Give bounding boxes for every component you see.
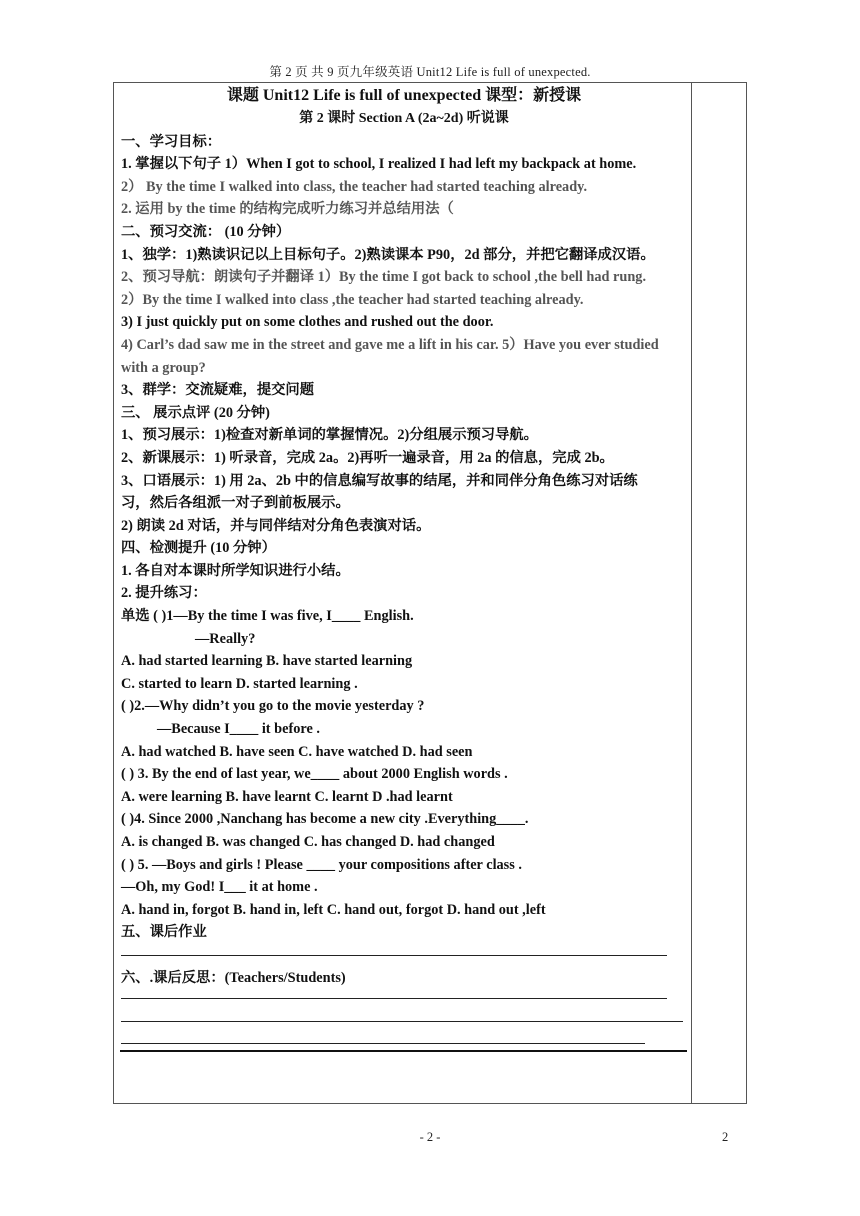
practice-line: 1. 各自对本课时所学知识进行小结。	[121, 562, 350, 579]
question-line: —Because I____ it before .	[157, 721, 320, 738]
show-line: 习，然后各组派一对子到前板展示。	[121, 495, 350, 512]
preview-line: 4) Carl’s dad saw me in the street and gave me a lift in his car. 5）Have you ever studied	[121, 336, 659, 353]
option-line: A. had watched B. have seen C. have watched D. had seen	[121, 743, 473, 760]
question-line: —Really?	[195, 630, 256, 647]
question-line: ( ) 3. By the end of last year, we____ about 2000 English words .	[121, 766, 508, 783]
show-line: 2、新课展示：1) 听录音，完成 2a。2)再听一遍录音，用 2a 的信息，完成 2b。	[121, 449, 614, 466]
practice-line: 2. 提升练习：	[121, 585, 207, 602]
lesson-content	[121, 84, 687, 989]
section-heading: 四、检测提升 (10 分钟）	[121, 540, 276, 557]
page-number-center: - 2 -	[419, 1130, 441, 1144]
preview-line: 2、预习导航：朗读句子并翻译 1）By the time I got back to school ,the bell had rung.	[121, 269, 647, 286]
lesson-subtitle: 第 2 课时 Section A (2a~2d) 听说课	[299, 111, 509, 126]
show-line: 1、预习展示：1)检查对新单词的掌握情况。2)分组展示预习导航。	[121, 427, 538, 444]
preview-line: 3) I just quickly put on some clothes and rushed out the door.	[121, 314, 494, 331]
option-line: C. started to learn D. started learning .	[121, 675, 358, 692]
reflection-underline	[121, 998, 667, 999]
homework-underline	[121, 955, 667, 956]
question-line: 单选 ( )1—By the time I was five, I____ English.	[121, 608, 414, 625]
page-header: 第 2 页 共 9 页九年级英语 Unit12 Life is full of unexpected.	[269, 65, 591, 79]
section-heading: 一、学习目标：	[121, 133, 222, 150]
option-line: A. hand in, forgot B. hand in, left C. hand out, forgot D. hand out ,left	[121, 901, 546, 918]
option-line: A. had started learning B. have started learning	[121, 653, 413, 670]
objective-line: 2） By the time I walked into class, the teacher had started teaching already.	[121, 178, 588, 195]
question-line: —Oh, my God! I___ it at home .	[121, 879, 318, 896]
table-divider	[691, 82, 692, 1104]
section-heading: 三、 展示点评 (20 分钟)	[121, 404, 270, 421]
thick-rule	[120, 1050, 687, 1052]
section-heading: 二、预习交流： (10 分钟）	[121, 223, 291, 240]
section-heading: 六、.课后反思：(Teachers/Students)	[121, 969, 346, 986]
preview-line: 3、群学：交流疑难，提交问题	[121, 382, 315, 399]
option-line: A. were learning B. have learnt C. learnt D .had learnt	[121, 788, 453, 805]
lesson-title: 课题 Unit12 Life is full of unexpected 课型：新授课	[226, 87, 582, 104]
option-line: A. is changed B. was changed C. has changed D. had changed	[121, 834, 495, 850]
preview-line: with a group?	[121, 359, 206, 376]
section-heading: 五、课后作业	[121, 924, 207, 941]
show-line: 3、口语展示：1) 用 2a、2b 中的信息编写故事的结尾，并和同伴分角色练习对话练	[121, 472, 638, 489]
reflection-underline	[121, 1043, 645, 1044]
objective-line: 2. 运用 by the time 的结构完成听力练习并总结用法（	[121, 201, 454, 218]
show-line: 2) 朗读 2d 对话，并与同伴结对分角色表演对话。	[121, 517, 431, 534]
question-line: ( ) 5. —Boys and girls ! Please ____ your compositions after class .	[121, 856, 522, 873]
page-number-right: 2	[722, 1130, 729, 1144]
objective-line: 1. 掌握以下句子 1）When I got to school, I realized I had left my backpack at home.	[121, 156, 637, 173]
preview-line: 1、独学：1)熟读识记以上目标句子。2)熟读课本 P90，2d 部分，并把它翻译成汉语。	[121, 246, 655, 263]
reflection-underline	[121, 1021, 683, 1022]
question-line: ( )4. Since 2000 ,Nanchang has become a new city .Everything____.	[121, 811, 529, 828]
question-line: ( )2.—Why didn’t you go to the movie yesterday ?	[121, 698, 425, 715]
preview-line: 2）By the time I walked into class ,the teacher had started teaching already.	[121, 291, 584, 308]
